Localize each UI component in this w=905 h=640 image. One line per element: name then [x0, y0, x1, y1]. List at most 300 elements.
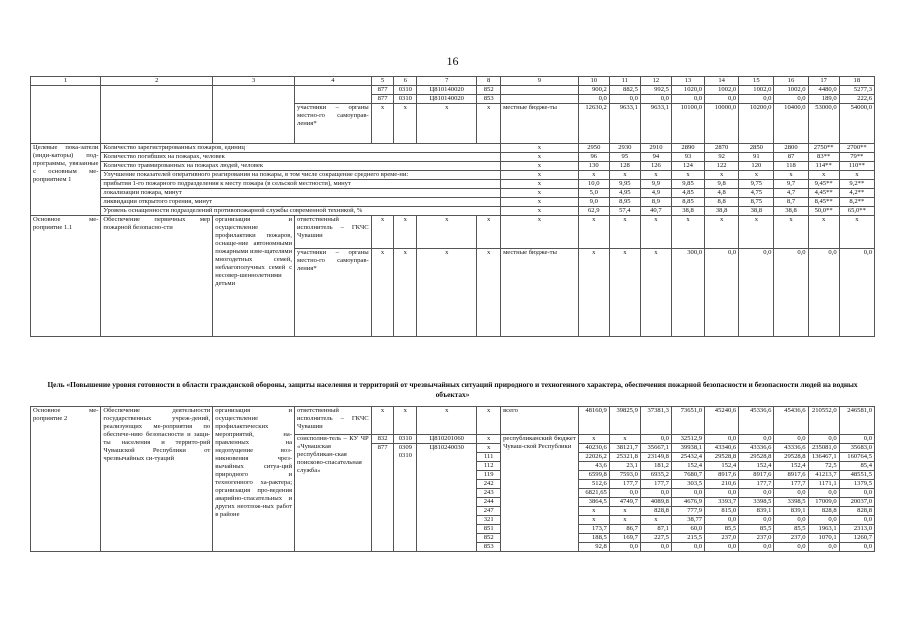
- funding-source-cell: местные бюдже-ты: [501, 249, 579, 337]
- table-cell: 0,0: [640, 95, 671, 104]
- table-cell: 0,0: [839, 249, 874, 337]
- table-cell: 828,8: [808, 507, 839, 516]
- table-cell: 29528,8: [774, 453, 808, 462]
- header-cell: 2: [101, 77, 213, 86]
- table-cell: 1020,0: [671, 86, 704, 95]
- table-cell: 8,95: [609, 198, 640, 207]
- table-cell: х: [501, 180, 579, 189]
- table-cell: 2870: [705, 144, 739, 153]
- table-cell: 22026,2: [578, 453, 609, 462]
- table-cell: 91: [739, 153, 774, 162]
- table-cell: 5277,3: [839, 86, 874, 95]
- table-cell: 152,4: [671, 462, 704, 471]
- table-cell: 40230,6: [578, 444, 609, 453]
- table-cell: х: [417, 407, 477, 435]
- table-cell: 41213,7: [808, 471, 839, 480]
- table-cell: 852: [477, 534, 501, 543]
- table-cell: 119: [477, 471, 501, 480]
- table-cell: 29528,8: [705, 453, 739, 462]
- table-cell: 0,0: [609, 95, 640, 104]
- table-cell: 25432,4: [671, 453, 704, 462]
- table-cell: 777,9: [671, 507, 704, 516]
- table-cell: 246581,0: [839, 407, 874, 435]
- indicator-row: [31, 189, 875, 198]
- table-cell: 0,0: [671, 95, 704, 104]
- table-cell: 8917,6: [774, 471, 808, 480]
- header-row: [31, 77, 875, 86]
- table-cell: 25321,8: [609, 453, 640, 462]
- indicator-row: [31, 153, 875, 162]
- table-cell: 9,95: [609, 180, 640, 189]
- table-cell: 112: [477, 462, 501, 471]
- table-cell: 160764,5: [839, 453, 874, 462]
- table-cell: Ц810240030: [417, 444, 477, 552]
- table-cell: 177,7: [739, 480, 774, 489]
- table-cell: 0,0: [839, 543, 874, 552]
- table-cell: 828,8: [839, 507, 874, 516]
- table-cell: 1002,0: [774, 86, 808, 95]
- table-cell: 38,77: [671, 516, 704, 525]
- indicators-label: Целевые пока-затели (инди-каторы) под-программы, увязанные с основным ме-роприятием 1: [31, 144, 101, 216]
- table-cell: х: [477, 216, 501, 249]
- table-cell: 0309 0310: [394, 444, 417, 552]
- indicator-text: прибытия 1-го пожарного подразделения к месту пожара (в сельской местности), минут: [101, 180, 501, 189]
- table-cell: х: [501, 144, 579, 153]
- table-cell: 2950: [578, 144, 609, 153]
- page-number: 16: [446, 54, 459, 68]
- table-cell: 210,6: [705, 480, 739, 489]
- table-cell: 136467,1: [808, 453, 839, 462]
- header-cell: 3: [213, 77, 295, 86]
- table-cell: 73651,0: [671, 407, 704, 435]
- table-cell: х: [477, 407, 501, 435]
- measure-label: Основное ме-роприятие 1.1: [31, 216, 101, 337]
- table-cell: 9,85: [671, 180, 704, 189]
- table-cell: 45436,6: [774, 407, 808, 435]
- table-cell: 992,5: [640, 86, 671, 95]
- table-cell: 321: [477, 516, 501, 525]
- table-cell: 0,0: [705, 435, 739, 444]
- table-cell: 4676,9: [671, 498, 704, 507]
- table-cell: 237,0: [705, 534, 739, 543]
- table-cell: 39938,1: [671, 444, 704, 453]
- participants-cell: участники – органы местно-го самоуправ-ления*: [295, 249, 372, 337]
- table-cell: 0,0: [609, 489, 640, 498]
- table-cell: 96: [578, 153, 609, 162]
- table-cell: 57,4: [609, 207, 640, 216]
- table-cell: 177,7: [640, 480, 671, 489]
- table-cell: х: [417, 249, 477, 337]
- table-cell: 35683,0: [839, 444, 874, 453]
- header-cell: 18: [839, 77, 874, 86]
- table-cell: Ц810140020: [417, 86, 477, 95]
- indicator-text: Уровень оснащенности подразделений противопожарной службы современной техникой, %: [101, 207, 501, 216]
- table-cell: 244: [477, 498, 501, 507]
- table-cell: [295, 86, 372, 104]
- table-cell: 227,5: [640, 534, 671, 543]
- table-cell: х: [371, 249, 394, 337]
- table-cell: 62,9: [578, 207, 609, 216]
- table-cell: х: [640, 516, 671, 525]
- table-cell: 38,8: [671, 207, 704, 216]
- table-cell: 1379,5: [839, 480, 874, 489]
- table-cell: 0,0: [705, 516, 739, 525]
- table-cell: 0,0: [739, 249, 774, 337]
- table-cell: 38,8: [739, 207, 774, 216]
- table-cell: 0,0: [839, 516, 874, 525]
- table-cell: 0,0: [705, 249, 739, 337]
- header-cell: 4: [295, 77, 372, 86]
- table-cell: 111: [477, 453, 501, 462]
- table-cell: [101, 86, 213, 144]
- table-cell: 877: [371, 86, 394, 95]
- measure-activity: организация и осуществление профилактических мероприятий, на-правленных на недопущение воз-никновения чрез-вычайных ситуа-ций природного и техногенного ха-рактера; организация про-ведения аварийно-спасательных и других неотлож-ных работ в районе: [213, 407, 295, 552]
- table-cell: 210552,0: [808, 407, 839, 435]
- measure-name: Обеспечение деятельности государственных учреж-дений, реализующих ме-роприятия по обеспече-нию безопасности и защи-ты населения и террито-рий Чувашской Республики от чрезвычайных си-туаций: [101, 407, 213, 552]
- table-cell: х: [774, 216, 808, 249]
- table-cell: 0,0: [671, 543, 704, 552]
- table-cell: х: [739, 171, 774, 180]
- table-cell: 2850: [739, 144, 774, 153]
- table-cell: [31, 86, 101, 144]
- table-cell: 29528,8: [739, 453, 774, 462]
- table-cell: 0,0: [808, 435, 839, 444]
- table-cell: х: [578, 171, 609, 180]
- table-cell: х: [394, 104, 417, 144]
- table-cell: 235081,0: [808, 444, 839, 453]
- table-cell: х: [501, 216, 579, 249]
- table-cell: 4480,0: [808, 86, 839, 95]
- table-row: [31, 86, 875, 95]
- table-cell: 65,0**: [839, 207, 874, 216]
- table-cell: х: [501, 162, 579, 171]
- table-cell: 3398,5: [774, 498, 808, 507]
- header-cell: 17: [808, 77, 839, 86]
- table-cell: 0,0: [839, 435, 874, 444]
- table-cell: 86,7: [609, 525, 640, 534]
- table-cell: 4,45**: [808, 189, 839, 198]
- table-cell: 8,45**: [808, 198, 839, 207]
- table-cell: х: [501, 189, 579, 198]
- table-cell: 85,5: [739, 525, 774, 534]
- table-cell: 0,0: [640, 489, 671, 498]
- table-cell: 1260,7: [839, 534, 874, 543]
- table-cell: 23149,8: [640, 453, 671, 462]
- table-row: [31, 407, 875, 435]
- table-cell: 0,0: [774, 516, 808, 525]
- indicator-row: [31, 171, 875, 180]
- table-cell: 83**: [808, 153, 839, 162]
- funding-source-cell: республиканский бюджет Чуваш-ской Республики: [501, 435, 579, 552]
- header-cell: 9: [501, 77, 579, 86]
- table-cell: х: [609, 507, 640, 516]
- table-cell: Ц810201060: [417, 435, 477, 444]
- table-cell: 0,0: [808, 516, 839, 525]
- table-cell: 152,4: [774, 462, 808, 471]
- table-cell: 2910: [640, 144, 671, 153]
- table-cell: 85,5: [774, 525, 808, 534]
- table-cell: 243: [477, 489, 501, 498]
- table-cell: 2800: [774, 144, 808, 153]
- table-cell: х: [477, 435, 501, 444]
- table-cell: 7680,7: [671, 471, 704, 480]
- table-cell: 79**: [839, 153, 874, 162]
- table-cell: 4,95: [609, 189, 640, 198]
- table-cell: 8,9: [640, 198, 671, 207]
- table-cell: 0,0: [671, 489, 704, 498]
- table-cell: х: [477, 104, 501, 144]
- measure-activity: организация и осуществление профилактики пожаров, оснаще-ние автономными пожарными изве-щателями многодетных семей, неблагополучных семей с несовер-шеннолетними детьми: [213, 216, 295, 337]
- table-cell: 0,0: [774, 489, 808, 498]
- responsible-cell: ответственный исполнитель – ГКЧС Чувашии: [295, 216, 372, 249]
- table-cell: 815,0: [705, 507, 739, 516]
- table-cell: 188,5: [578, 534, 609, 543]
- table-cell: 17009,0: [808, 498, 839, 507]
- table-cell: 1002,0: [705, 86, 739, 95]
- table-cell: [213, 86, 295, 144]
- table-cell: х: [371, 104, 394, 144]
- table-cell: 43336,6: [774, 444, 808, 453]
- table-cell: х: [501, 171, 579, 180]
- table-cell: 10100,0: [671, 104, 704, 144]
- table-cell: 0,0: [774, 435, 808, 444]
- table-cell: 6821,65: [578, 489, 609, 498]
- table-cell: х: [609, 516, 640, 525]
- table-cell: 95: [609, 153, 640, 162]
- indicator-text: Улучшение показателей оперативного реагирования на пожары, в том числе сокращение среднего време-ни:: [101, 171, 501, 180]
- table-cell: 8,7: [774, 198, 808, 207]
- table-cell: [501, 86, 579, 95]
- table-cell: 23,1: [609, 462, 640, 471]
- table-cell: 8,2**: [839, 198, 874, 207]
- table-cell: 124: [671, 162, 704, 171]
- table-cell: 2700**: [839, 144, 874, 153]
- header-cell: 6: [394, 77, 417, 86]
- table-cell: 242: [477, 480, 501, 489]
- table-cell: 177,7: [774, 480, 808, 489]
- table-cell: 181,2: [640, 462, 671, 471]
- table-cell: 38,8: [774, 207, 808, 216]
- indicator-text: Количество погибших на пожарах, человек: [101, 153, 501, 162]
- table-cell: 2313,0: [839, 525, 874, 534]
- table-cell: х: [578, 435, 609, 444]
- table-cell: 3398,5: [739, 498, 774, 507]
- table-cell: 9,2**: [839, 180, 874, 189]
- table-cell: 0,0: [774, 249, 808, 337]
- table-cell: х: [371, 407, 394, 435]
- table-cell: х: [417, 104, 477, 144]
- table-cell: 237,0: [739, 534, 774, 543]
- table-cell: 852: [477, 86, 501, 95]
- table-cell: 0,0: [705, 543, 739, 552]
- header-cell: 12: [640, 77, 671, 86]
- table-cell: х: [705, 171, 739, 180]
- table-cell: 4089,8: [640, 498, 671, 507]
- table-cell: 130: [578, 162, 609, 171]
- table-cell: 828,8: [640, 507, 671, 516]
- table-cell: 839,1: [774, 507, 808, 516]
- table-cell: 9,9: [640, 180, 671, 189]
- table-cell: 152,4: [739, 462, 774, 471]
- table-cell: х: [501, 198, 579, 207]
- table-cell: 39825,9: [609, 407, 640, 435]
- table-cell: 20037,0: [839, 498, 874, 507]
- table-cell: х: [671, 216, 704, 249]
- table-cell: 1070,1: [808, 534, 839, 543]
- table-cell: 877: [371, 444, 394, 552]
- table-cell: 169,7: [609, 534, 640, 543]
- funding-source-cell: местные бюдже-ты: [501, 104, 579, 144]
- table-cell: 9633,1: [640, 104, 671, 144]
- table-cell: 85,5: [705, 525, 739, 534]
- table-cell: 5,0: [578, 189, 609, 198]
- table-cell: 4,8: [705, 189, 739, 198]
- table-cell: 832: [371, 435, 394, 444]
- table-cell: 1171,1: [808, 480, 839, 489]
- table-cell: х: [774, 171, 808, 180]
- co-executor-cell: соисполни-тель – КУ ЧР «Чувашская республикан-ская поисково-спасательная служба»: [295, 435, 372, 552]
- table-cell: 9,75: [739, 180, 774, 189]
- table-cell: 4,85: [671, 189, 704, 198]
- table-cell: 8,75: [739, 198, 774, 207]
- table-cell: 85,4: [839, 462, 874, 471]
- table-cell: 215,5: [671, 534, 704, 543]
- table-cell: х: [839, 216, 874, 249]
- program-table-top: [30, 76, 875, 337]
- table-cell: 6599,8: [578, 471, 609, 480]
- table-cell: 10000,0: [705, 104, 739, 144]
- table-cell: 247: [477, 507, 501, 516]
- table-cell: 48160,9: [578, 407, 609, 435]
- table-cell: х: [501, 153, 579, 162]
- table-cell: 10,0: [578, 180, 609, 189]
- table-cell: х: [477, 444, 501, 453]
- table-cell: х: [640, 216, 671, 249]
- table-cell: 10400,0: [774, 104, 808, 144]
- table-cell: 0,0: [739, 516, 774, 525]
- table-cell: 3864,5: [578, 498, 609, 507]
- table-cell: 851: [477, 525, 501, 534]
- table-cell: 40,7: [640, 207, 671, 216]
- table-cell: 10200,0: [739, 104, 774, 144]
- table-cell: 87,1: [640, 525, 671, 534]
- table-cell: 53000,0: [808, 104, 839, 144]
- table-cell: х: [578, 216, 609, 249]
- indicator-row: [31, 207, 875, 216]
- table-cell: 0,0: [705, 489, 739, 498]
- table-cell: 0,0: [705, 95, 739, 104]
- measure-name: Обеспечение первичных мер пожарной безопасно-сти: [101, 216, 213, 337]
- table-cell: х: [609, 216, 640, 249]
- table-cell: 118: [774, 162, 808, 171]
- table-cell: [501, 95, 579, 104]
- table-cell: 1002,0: [739, 86, 774, 95]
- table-cell: 35667,1: [640, 444, 671, 453]
- table-cell: 0,0: [839, 489, 874, 498]
- table-cell: 4,75: [739, 189, 774, 198]
- table-cell: 114**: [808, 162, 839, 171]
- table-cell: 0,0: [739, 543, 774, 552]
- table-cell: 9,8: [705, 180, 739, 189]
- table-cell: 4,2**: [839, 189, 874, 198]
- table-cell: 1963,1: [808, 525, 839, 534]
- table-cell: 4,7: [774, 189, 808, 198]
- table-cell: 853: [477, 543, 501, 552]
- table-cell: 48551,5: [839, 471, 874, 480]
- table-cell: 189,0: [808, 95, 839, 104]
- indicator-text: локализации пожара, минут: [101, 189, 501, 198]
- measure-label: Основное ме-роприятие 2: [31, 407, 101, 552]
- table-cell: 8917,6: [739, 471, 774, 480]
- table-cell: х: [671, 171, 704, 180]
- header-cell: 13: [671, 77, 704, 86]
- table-cell: 50,0**: [808, 207, 839, 216]
- indicator-text: ликвидации открытого горения, минут: [101, 198, 501, 207]
- table-cell: 900,2: [578, 86, 609, 95]
- table-cell: 0,0: [774, 95, 808, 104]
- table-cell: 882,5: [609, 86, 640, 95]
- table-cell: 0,0: [774, 543, 808, 552]
- table-cell: х: [578, 507, 609, 516]
- table-cell: 2930: [609, 144, 640, 153]
- table-cell: 0310: [394, 86, 417, 95]
- table-cell: 43,6: [578, 462, 609, 471]
- table-cell: 128: [609, 162, 640, 171]
- table-cell: 7593,0: [609, 471, 640, 480]
- table-cell: 92: [705, 153, 739, 162]
- table-cell: 173,7: [578, 525, 609, 534]
- table-cell: 152,4: [705, 462, 739, 471]
- indicator-row: [31, 144, 875, 153]
- table-cell: 126: [640, 162, 671, 171]
- table-cell: 110**: [839, 162, 874, 171]
- participants-cell: участники – органы местно-го самоуправ-ления*: [295, 104, 372, 144]
- table-cell: 0,0: [578, 95, 609, 104]
- table-cell: х: [640, 171, 671, 180]
- table-cell: 93: [671, 153, 704, 162]
- table-cell: 0,0: [739, 95, 774, 104]
- table-cell: 54000,0: [839, 104, 874, 144]
- table-cell: 87: [774, 153, 808, 162]
- table-cell: 43336,6: [739, 444, 774, 453]
- table-cell: 839,1: [739, 507, 774, 516]
- table-cell: х: [609, 249, 640, 337]
- header-cell: 16: [774, 77, 808, 86]
- table-cell: 94: [640, 153, 671, 162]
- table-cell: х: [371, 216, 394, 249]
- indicator-row: [31, 162, 875, 171]
- table-cell: 45240,6: [705, 407, 739, 435]
- table-cell: 177,7: [609, 480, 640, 489]
- table-cell: 60,0: [671, 525, 704, 534]
- table-cell: 92,8: [578, 543, 609, 552]
- table-cell: 853: [477, 95, 501, 104]
- table-cell: х: [417, 216, 477, 249]
- table-cell: х: [501, 207, 579, 216]
- table-cell: х: [477, 249, 501, 337]
- table-cell: 4,9: [640, 189, 671, 198]
- program-table-bottom: [30, 406, 875, 552]
- table-cell: х: [394, 407, 417, 435]
- table-cell: 0310: [394, 435, 417, 444]
- header-cell: 8: [477, 77, 501, 86]
- table-cell: Ц810140020: [417, 95, 477, 104]
- table-cell: х: [705, 216, 739, 249]
- table-cell: 0,0: [808, 249, 839, 337]
- table-cell: 877: [371, 95, 394, 104]
- table-row: [31, 216, 875, 249]
- table-cell: 37381,3: [640, 407, 671, 435]
